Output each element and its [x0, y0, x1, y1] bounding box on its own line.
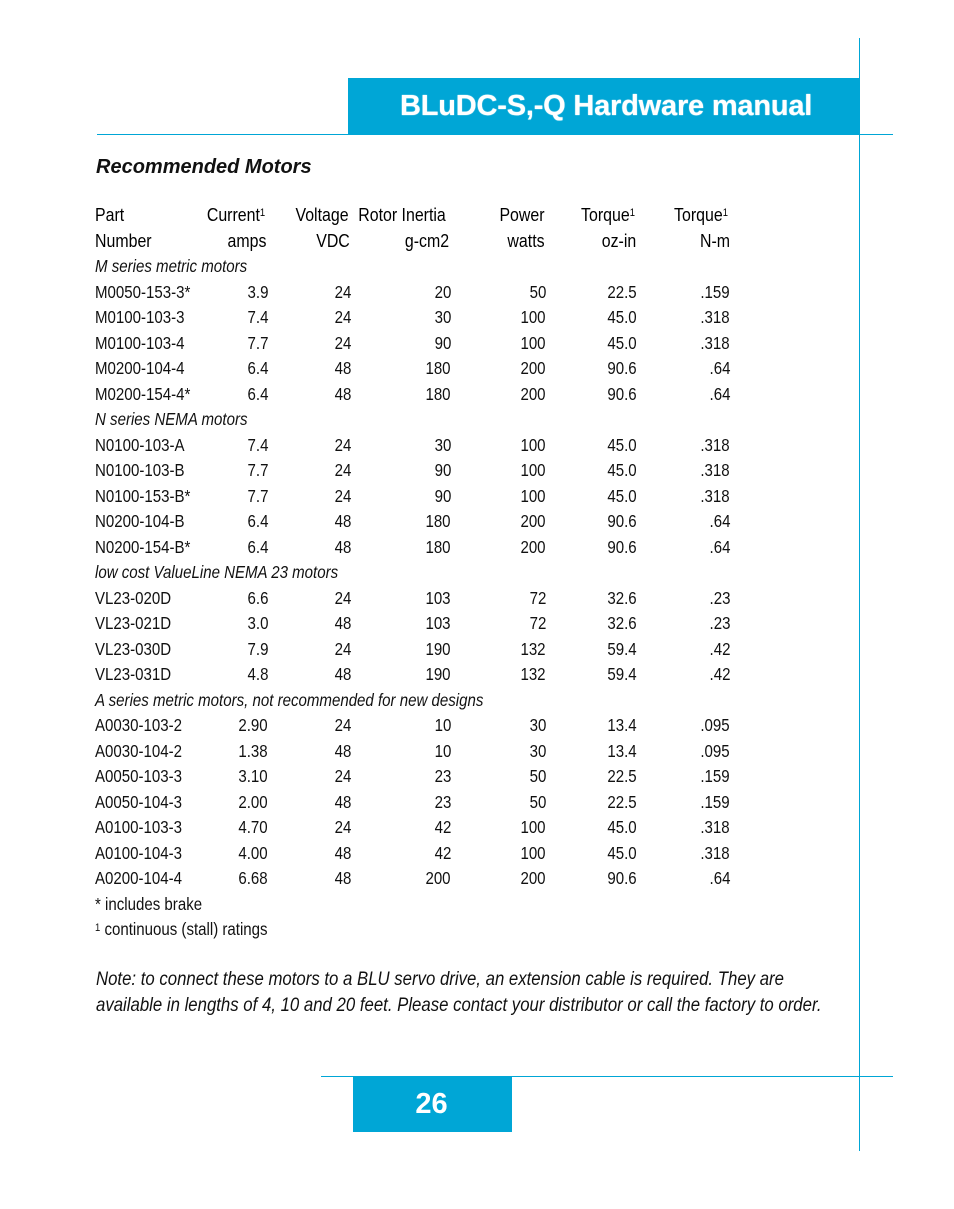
table-cell-value: 50 [529, 281, 547, 302]
table-cell-value: 190 [425, 638, 451, 659]
group-label: A series metric motors, not recommended for new designs [95, 689, 484, 710]
table-cell-value: 48 [334, 358, 352, 378]
table-cell-value: 24 [334, 332, 352, 353]
table-cell-value: 48 [334, 613, 352, 633]
table-cell-value: 180 [425, 511, 451, 531]
table-cell-part-number: A0050-104-3 [95, 791, 183, 812]
note-line: Note: to connect these motors to a BLU servo drive, an extension cable is required. They are [96, 968, 784, 990]
footnote [95, 917, 268, 943]
note-line: available in lengths of 4, 10 and 20 feet. Please contact your distributor or call the factory to order. [96, 994, 822, 1016]
table-cell-value: 6.6 [247, 587, 269, 608]
table-cell-part-number: M0200-104-4 [95, 358, 185, 378]
column-header-label: Torque [580, 204, 630, 225]
table-cell-part-number: M0200-154-4* [95, 383, 191, 404]
footnote-text: * includes brake [95, 893, 203, 914]
column-header-label: Torque [673, 204, 723, 225]
table-cell-value: 3.0 [247, 613, 269, 633]
table-cell-part-number: A0050-103-3 [95, 766, 183, 786]
table-cell-value: 48 [334, 740, 352, 761]
footnote-text: continuous (stall) ratings [100, 919, 268, 939]
table-cell-value: 32.6 [607, 587, 637, 608]
table-cell-value: 24 [334, 434, 352, 455]
table-cell-value: .159 [700, 281, 730, 302]
table-cell-value: 23 [434, 766, 452, 786]
column-header: Part [95, 204, 125, 225]
table-cell-value: 72 [529, 587, 547, 608]
section-title: Recommended Motors [96, 156, 312, 178]
column-header-unit: Number [95, 230, 152, 251]
table-cell-value: 10 [434, 740, 452, 761]
table-cell-value: .23 [709, 587, 731, 608]
table-cell-value: 200 [425, 868, 451, 888]
table-cell-value: 30 [434, 434, 452, 455]
footnote [95, 892, 202, 918]
table-cell-value: 6.4 [247, 511, 269, 531]
table-cell-value: 24 [334, 638, 352, 659]
table-cell-value: 50 [529, 791, 547, 812]
table-cell-value: 72 [529, 613, 547, 633]
table-cell-value: 48 [334, 868, 352, 888]
table-cell-value: .318 [700, 332, 730, 353]
table-cell-value: 24 [334, 817, 352, 837]
table-cell-value: 32.6 [607, 613, 637, 633]
table-cell-value: 90.6 [607, 358, 637, 378]
table-cell-value: .095 [700, 715, 730, 735]
table-cell-value: 48 [334, 511, 352, 531]
table-cell-value: 7.7 [247, 485, 269, 506]
table-cell-value: 90.6 [607, 511, 637, 531]
table-cell-value: .64 [709, 511, 731, 531]
column-header-label: Rotor Inertia [358, 204, 446, 225]
column-header-unit-label: N-m [699, 230, 730, 251]
table-cell-part-number: N0100-103-B [95, 460, 185, 480]
footnote-marker: 1 [629, 207, 635, 219]
table-cell-part-number: A0030-104-2 [95, 740, 183, 761]
table-cell-part-number: N0100-153-B* [95, 485, 191, 506]
table-cell-value: 180 [425, 536, 451, 557]
table-cell-value: .64 [709, 868, 731, 888]
column-header-unit-label: g-cm2 [405, 230, 450, 251]
table-cell-value: 90 [434, 460, 452, 480]
table-cell-value: 24 [334, 281, 352, 302]
table-cell-value: 100 [520, 842, 546, 863]
table-cell-value: 24 [334, 307, 352, 327]
table-cell-value: 180 [425, 358, 451, 378]
note-text [96, 966, 836, 1018]
table-cell-value: 200 [520, 358, 546, 378]
table-cell-value: .095 [700, 740, 730, 761]
table-cell-value: 200 [520, 868, 546, 888]
table-cell-value: 2.00 [238, 791, 268, 812]
table-cell-value: 3.9 [247, 281, 269, 302]
table-cell-value: 22.5 [607, 791, 637, 812]
table-cell-value: 48 [334, 664, 352, 684]
table-cell-value: 90.6 [607, 868, 637, 888]
table-cell-value: 7.9 [247, 638, 269, 659]
table-cell-value: 24 [334, 587, 352, 608]
table-cell-value: .159 [700, 766, 730, 786]
footnote-marker: 1 [95, 922, 101, 934]
table-cell-value: 6.4 [247, 383, 269, 404]
table-cell-value: 190 [425, 664, 451, 684]
table-cell-part-number: N0200-154-B* [95, 536, 191, 557]
table-cell-value: .159 [700, 791, 730, 812]
column-header-unit-label: VDC [316, 230, 351, 251]
table-cell-value: 45.0 [607, 817, 637, 837]
table-cell-value: .42 [709, 638, 731, 659]
column-header-label: Current [206, 204, 260, 225]
table-cell-value: 4.00 [238, 842, 268, 863]
table-cell-value: 48 [334, 536, 352, 557]
table-cell-value: 48 [334, 791, 352, 812]
table-cell-value: 100 [520, 332, 546, 353]
page-number: 26 [415, 1087, 448, 1120]
table-cell-value: 90.6 [607, 536, 637, 557]
table-cell-value: .318 [700, 460, 730, 480]
footnote-marker: 1 [259, 207, 266, 219]
table-cell-part-number: VL23-021D [95, 613, 172, 633]
table-cell-value: 48 [334, 842, 352, 863]
column-header-label: Power [499, 204, 545, 225]
table-cell-value: 132 [520, 638, 546, 659]
table-cell-value: 45.0 [607, 332, 637, 353]
table-cell-value: .318 [700, 485, 730, 506]
table-cell-value: 103 [425, 613, 451, 633]
table-cell-value: 132 [520, 664, 546, 684]
footnote-marker: 1 [722, 207, 728, 219]
table-cell-part-number: A0100-104-3 [95, 842, 183, 863]
table-cell-value: .318 [700, 434, 730, 455]
table-cell-value: 13.4 [607, 715, 637, 735]
table-cell-value: 45.0 [607, 460, 637, 480]
table-cell-value: 2.90 [238, 715, 268, 735]
group-label: M series metric motors [95, 256, 248, 276]
table-cell-value: 50 [529, 766, 547, 786]
table-cell-value: 24 [334, 715, 352, 735]
table-cell-value: 13.4 [607, 740, 637, 761]
table-cell-value: 90.6 [607, 383, 637, 404]
table-cell-value: 23 [434, 791, 452, 812]
page-number-box [353, 1076, 512, 1132]
table-cell-part-number: A0030-103-2 [95, 715, 183, 735]
table-cell-value: 100 [520, 460, 546, 480]
table-cell-value: 100 [520, 307, 546, 327]
table-cell-value: 22.5 [607, 281, 637, 302]
table-cell-value: 30 [529, 715, 547, 735]
table-cell-value: 42 [434, 817, 452, 837]
table-cell-part-number: VL23-020D [95, 587, 172, 608]
table-cell-value: 180 [425, 383, 451, 404]
table-cell-value: 7.4 [247, 307, 269, 327]
table-cell-part-number: A0100-103-3 [95, 817, 183, 837]
table-cell-value: 6.4 [247, 358, 269, 378]
table-cell-value: 59.4 [607, 638, 637, 659]
table-cell-value: 24 [334, 460, 352, 480]
table-cell-value: 6.68 [238, 868, 268, 888]
table-cell-value: 30 [434, 307, 452, 327]
table-cell-value: 20 [434, 281, 452, 302]
table-cell-value: 200 [520, 511, 546, 531]
table-cell-value: 4.70 [238, 817, 268, 837]
table-cell-part-number: N0200-104-B [95, 511, 185, 531]
table-cell-value: .23 [709, 613, 731, 633]
table-cell-value: 24 [334, 485, 352, 506]
table-cell-value: 48 [334, 383, 352, 404]
table-cell-part-number: M0100-103-3 [95, 307, 185, 327]
table-cell-value: 45.0 [607, 307, 637, 327]
table-cell-value: .318 [700, 842, 730, 863]
table-cell-value: .318 [700, 307, 730, 327]
table-cell-part-number: N0100-103-A [95, 434, 185, 455]
table-cell-part-number: A0200-104-4 [95, 868, 183, 888]
table-cell-part-number: VL23-030D [95, 638, 172, 659]
table-cell-value: 100 [520, 485, 546, 506]
group-label: N series NEMA motors [95, 409, 248, 429]
table-cell-value: 10 [434, 715, 452, 735]
table-cell-value: 45.0 [607, 842, 637, 863]
table-cell-value: 200 [520, 383, 546, 404]
table-cell-value: 4.8 [247, 664, 269, 684]
table-cell-value: 200 [520, 536, 546, 557]
table-cell-value: 7.7 [247, 460, 269, 480]
table-cell-value: 59.4 [607, 664, 637, 684]
table-cell-value: 90 [434, 485, 452, 506]
table-cell-value: 6.4 [247, 536, 269, 557]
table-cell-value: 90 [434, 332, 452, 353]
table-cell-value: 3.10 [238, 766, 268, 786]
table-cell-value: 100 [520, 434, 546, 455]
table-cell-value: .64 [709, 358, 731, 378]
table-cell-value: 100 [520, 817, 546, 837]
table-cell-value: 22.5 [607, 766, 637, 786]
table-cell-value: 45.0 [607, 434, 637, 455]
table-cell-value: 45.0 [607, 485, 637, 506]
table-cell-part-number: M0050-153-3* [95, 281, 191, 302]
table-cell-part-number: M0100-103-4 [95, 332, 185, 353]
table-cell-value: .64 [709, 383, 731, 404]
page-title: BLuDC-S,-Q Hardware manual [400, 89, 813, 122]
table-cell-part-number: VL23-031D [95, 664, 172, 684]
column-header-unit-label: amps [227, 230, 267, 251]
table-cell-value: 7.7 [247, 332, 269, 353]
table-cell-value: 30 [529, 740, 547, 761]
column-header-unit-label: oz-in [601, 230, 637, 251]
table-cell-value: 42 [434, 842, 452, 863]
column-header-label: Voltage [295, 204, 349, 225]
table-cell-value: .64 [709, 536, 731, 557]
table-cell-value: 103 [425, 587, 451, 608]
table-cell-value: 7.4 [247, 434, 269, 455]
table-cell-value: .42 [709, 664, 731, 684]
table-cell-value: .318 [700, 817, 730, 837]
table-cell-value: 1.38 [238, 740, 268, 761]
table-cell-value: 24 [334, 766, 352, 786]
column-header-unit-label: watts [507, 230, 545, 251]
group-label: low cost ValueLine NEMA 23 motors [95, 562, 339, 582]
